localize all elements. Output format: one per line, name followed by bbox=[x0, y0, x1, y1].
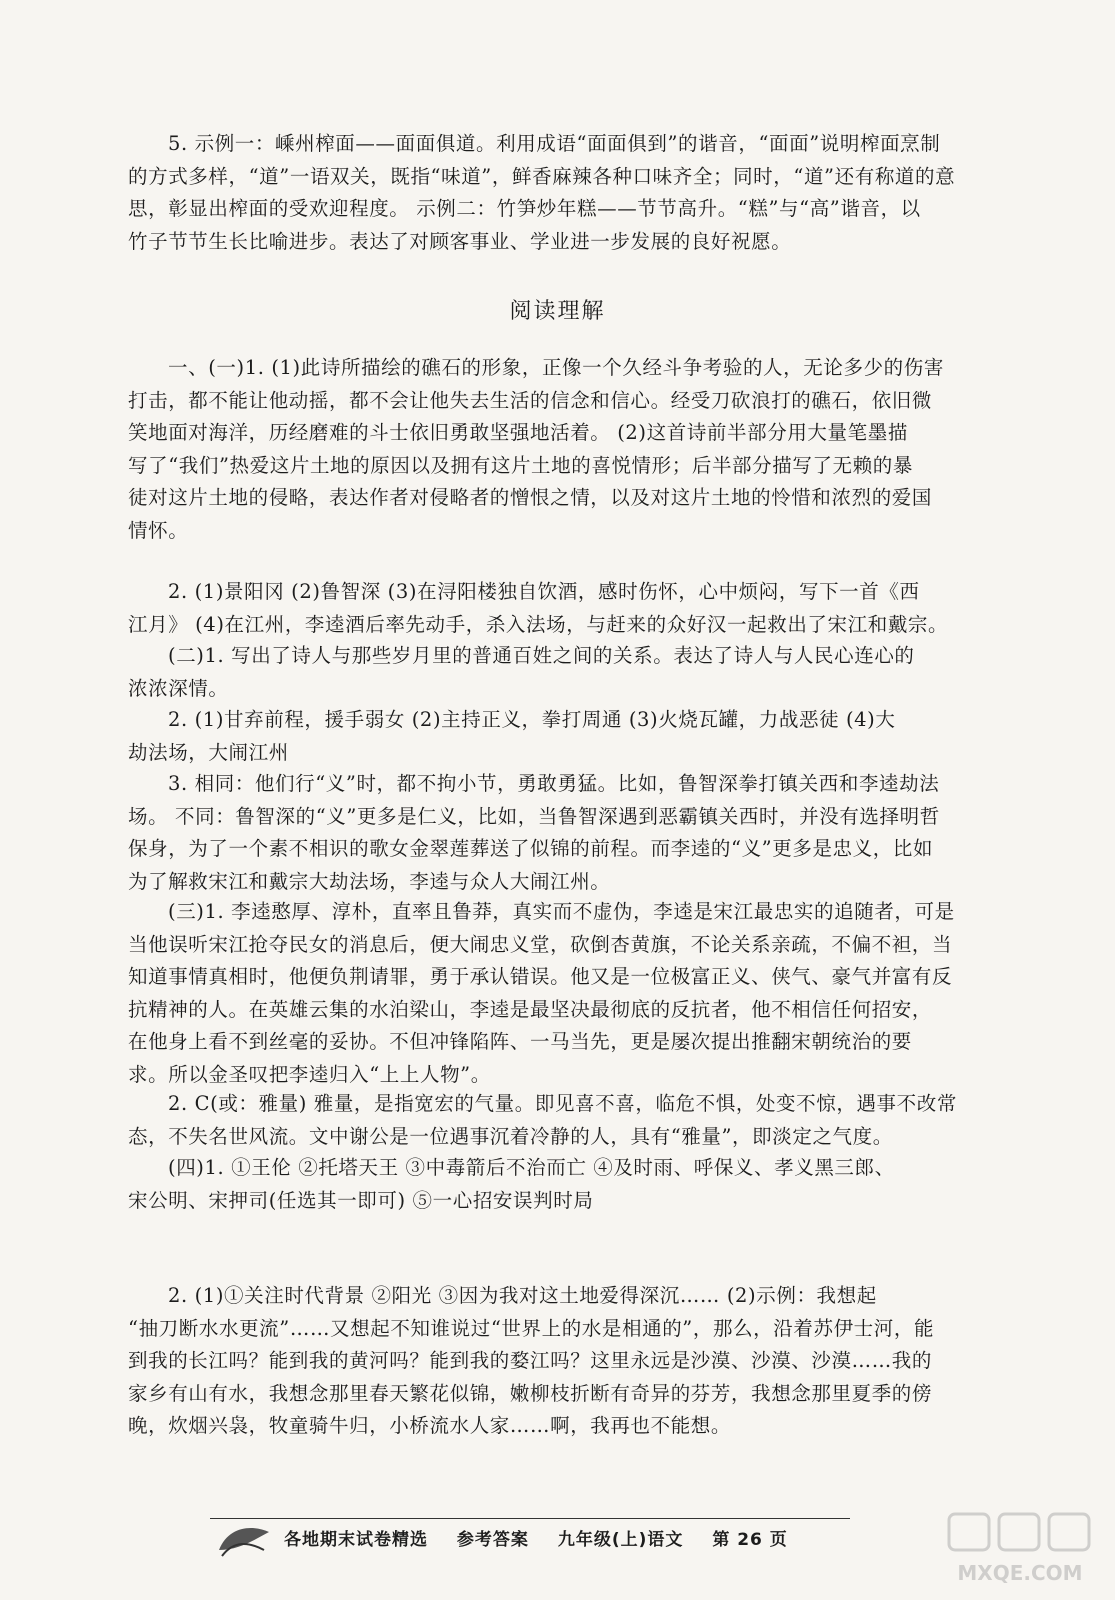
text-line: 5. 示例一：嵊州榨面——面面俱道。利用成语“面面俱到”的谐音，“面面”说明榨面烹制 bbox=[168, 132, 941, 155]
text-line: (二)1. 写出了诗人与那些岁月里的普通百姓之间的关系。表达了诗人与人民心连心的 bbox=[168, 644, 915, 667]
text-line: 的方式多样，“道”一语双关，既指“味道”，鲜香麻辣各种口味齐全；同时，“道”还有称道的意 bbox=[128, 164, 956, 188]
answer-paragraph bbox=[128, 1152, 996, 1217]
text-line: 知道事情真相时，他便负荆请罪，勇于承认错误。他又是一位极富正义、侠气、豪气并富有反 bbox=[128, 965, 953, 988]
text-line: 为了解救宋江和戴宗大劫法场，李逵与众人大闹江州。 bbox=[128, 869, 611, 893]
text-line: 2. (1)甘弃前程，援手弱女 (2)主持正义，拳打周通 (3)火烧瓦罐，力战恶徒 (4)大 bbox=[168, 708, 896, 731]
text-line: 宋公明、宋押司(任选其一即可) ⑤一心招安误判时局 bbox=[128, 1188, 594, 1212]
answer-paragraph bbox=[128, 576, 996, 641]
watermark-text: MXQE.COM bbox=[957, 1561, 1083, 1585]
watermark-logo-icon bbox=[945, 1510, 1095, 1590]
text-line: 一、(一)1. (1)此诗所描绘的礁石的形象，正像一个久经斗争考验的人，无论多少的伤害 bbox=[168, 356, 944, 379]
text-line: 保身，为了一个素不相识的歌女金翠莲葬送了似锦的前程。而李逵的“义”更多是忠义，比如 bbox=[128, 837, 934, 860]
text-line: 场。 不同：鲁智深的“义”更多是仁义，比如，当鲁智深遇到恶霸镇关西时，并没有选择明哲 bbox=[128, 804, 940, 828]
text-line: 劫法场，大闹江州 bbox=[128, 740, 289, 764]
page-footer bbox=[210, 1518, 850, 1553]
answer-paragraph bbox=[128, 1088, 996, 1153]
answer-paragraph bbox=[128, 768, 996, 898]
text-line: 思，彰显出榨面的受欢迎程度。 示例二：竹笋炒年糕——节节高升。“糕”与“高”谐音，以 bbox=[128, 197, 921, 220]
text-line: 态，不失名世风流。文中谢公是一位遇事沉着冷静的人，具有“雅量”，即淡定之气度。 bbox=[128, 1124, 893, 1148]
text-line: 到我的长江吗？能到我的黄河吗？能到我的婺江吗？这里永远是沙漠、沙漠、沙漠……我的 bbox=[128, 1349, 933, 1372]
text-line: 3. 相同：他们行“义”时，都不拘小节，勇敢勇猛。比如，鲁智深拳打镇关西和李逵劫法 bbox=[168, 772, 940, 795]
text-line: 晚，炊烟兴袅，牧童骑牛归，小桥流水人家……啊，我再也不能想。 bbox=[128, 1414, 732, 1437]
footer-grade: 九年级(上)语文 bbox=[557, 1530, 684, 1550]
text-line: (四)1. ①王伦 ②托塔天王 ③中毒箭后不治而亡 ④及时雨、呼保义、孝义黑三郎、 bbox=[168, 1156, 895, 1179]
text-line: 笑地面对海洋，历经磨难的斗士依旧勇敢坚强地活着。 (2)这首诗前半部分用大量笔墨描 bbox=[128, 421, 908, 444]
text-line: 2. (1)①关注时代背景 ②阳光 ③因为我对这土地爱得深沉…… (2)示例：我想起 bbox=[168, 1284, 877, 1307]
text-line: 情怀。 bbox=[128, 518, 189, 542]
footer-label: 参考答案 bbox=[456, 1530, 529, 1550]
text-line: 打击，都不能让他动摇，都不会让他失去生活的信念和信心。经受刀砍浪打的礁石，依旧微 bbox=[128, 388, 933, 412]
text-line: 徒对这片土地的侵略，表达作者对侵略者的憎恨之情，以及对这片土地的怜惜和浓烈的爱国 bbox=[128, 486, 933, 509]
text-line: 2. (1)景阳冈 (2)鲁智深 (3)在浔阳楼独自饮酒，感时伤怀，心中烦闷，写下一首《西 bbox=[168, 580, 920, 603]
text-line: 竹子节节生长比喻进步。表达了对顾客事业、学业进一步发展的良好祝愿。 bbox=[128, 229, 792, 253]
footer-book: 各地期末试卷精选 bbox=[284, 1530, 428, 1550]
answer-paragraph bbox=[128, 896, 996, 1091]
text-line: (三)1. 李逵憨厚、淳朴，直率且鲁莽，真实而不虚伪，李逵是宋江最忠实的追随者，可是 bbox=[168, 900, 955, 923]
text-line: 求。所以金圣叹把李逵归入“上上人物”。 bbox=[128, 1062, 491, 1086]
text-line: 当他误听宋江抢夺民女的消息后，便大闹忠义堂，砍倒杏黄旗，不论关系亲疏，不偏不袒，当 bbox=[128, 932, 953, 956]
text-line: 抗精神的人。在英雄云集的水泊梁山，李逵是最坚决最彻底的反抗者，他不相信任何招安， bbox=[128, 997, 933, 1021]
text-line: 2. C(或：雅量) 雅量，是指宽宏的气量。即见喜不喜，临危不惧，处变不惊，遇事不改常 bbox=[168, 1092, 957, 1115]
text-line: 写了“我们”热爱这片土地的原因以及拥有这片土地的喜悦情形；后半部分描写了无赖的暴 bbox=[128, 453, 913, 477]
answer-paragraph bbox=[128, 1280, 996, 1443]
answer-q5 bbox=[128, 128, 996, 258]
text-line: 家乡有山有水，我想念那里春天繁花似锦，嫩柳枝折断有奇异的芬芳，我想念那里夏季的傍 bbox=[128, 1381, 933, 1405]
text-line: “抽刀断水水更流”……又想起不知谁说过“世界上的水是相通的”，那么，沿着苏伊士河，能 bbox=[128, 1316, 935, 1340]
footer-page-number: 第 26 页 bbox=[712, 1530, 788, 1550]
text-line: 在他身上看不到丝毫的妥协。不但冲锋陷阵、一马当先，更是屡次提出推翻宋朝统治的要 bbox=[128, 1030, 912, 1053]
text-line: 江月》 (4)在江州，李逵酒后率先动手，杀入法场，与赶来的众好汉一起救出了宋江和戴宗。 bbox=[128, 612, 949, 636]
text-line: 浓浓深情。 bbox=[128, 676, 229, 700]
section-title: 阅读理解 bbox=[509, 299, 606, 324]
answer-paragraph bbox=[128, 704, 996, 769]
answer-paragraph bbox=[128, 352, 996, 547]
answer-paragraph bbox=[128, 640, 996, 705]
